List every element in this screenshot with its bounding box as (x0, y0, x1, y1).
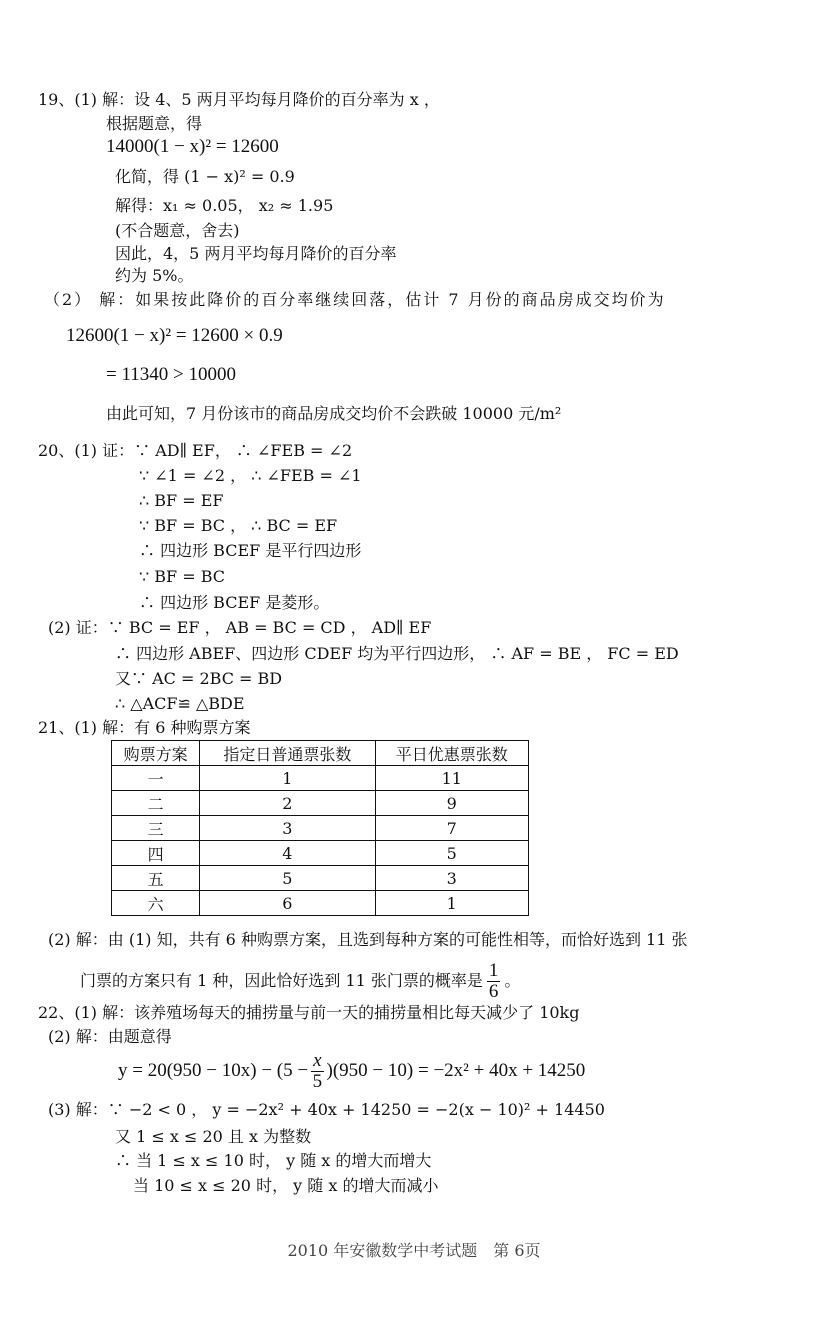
equation-right: )(950 − 10) = −2x² + 40x + 14250 (326, 1060, 586, 1081)
q19-part1-line: 19、(1) 解：设 4、5 两月平均每月降价的百分率为 x ， (38, 90, 440, 109)
table-cell: 3 (200, 816, 375, 841)
table-cell: 三 (112, 816, 200, 841)
q19-step: 化简，得 (1 − x)² = 0.9 (115, 167, 295, 186)
q20-part1-line: 20、(1) 证：∵ AD∥ EF， ∴ ∠FEB = ∠2 (38, 441, 353, 460)
q20-proof-step: ∴ 四边形 BCEF 是菱形。 (139, 593, 330, 612)
table-header: 指定日普通票张数 (200, 741, 375, 766)
fraction-numerator: 1 (488, 959, 499, 981)
q19-step: 根据题意，得 (106, 114, 203, 133)
q22-step: 又 1 ≤ x ≤ 20 且 x 为整数 (115, 1127, 312, 1146)
table-cell: 二 (112, 791, 200, 816)
fraction-denominator: 5 (312, 1070, 323, 1092)
table-cell: 四 (112, 841, 200, 866)
table-row (112, 866, 529, 891)
q21-probability-line (80, 960, 520, 1002)
probability-fraction (487, 961, 501, 1002)
q20-proof-step: ∵ BF = BC ， ∴ BC = EF (139, 516, 338, 535)
q20-proof-step: 又∵ AC = 2BC = BD (115, 669, 283, 688)
table-cell: 11 (375, 766, 529, 791)
table-cell: 5 (200, 866, 375, 891)
q19-equation: = 11340 > 10000 (106, 364, 236, 385)
q21-part1-line: 21、(1) 解：有 6 种购票方案 (38, 718, 251, 737)
q22-step: ∴ 当 1 ≤ x ≤ 10 时， y 随 x 的增大而增大 (115, 1151, 432, 1170)
fraction-numerator: x (313, 1049, 322, 1071)
table-cell: 1 (375, 891, 529, 916)
q20-proof-step: ∵ ∠1 = ∠2 ， ∴ ∠FEB = ∠1 (139, 466, 362, 485)
table-cell: 5 (375, 841, 529, 866)
q19-step: 解得：x₁ ≈ 0.05， x₂ ≈ 1.95 (115, 196, 334, 215)
q22-part2-line: (2) 解：由题意得 (48, 1027, 172, 1046)
table-cell: 4 (200, 841, 375, 866)
table-cell: 一 (112, 766, 200, 791)
fraction-denominator: 6 (488, 980, 499, 1002)
table-cell: 2 (200, 791, 375, 816)
q19-part2-line: （2） 解：如果按此降价的百分率继续回落，估计 7 月份的商品房成交均价为 (44, 290, 666, 309)
q20-proof-step: ∴ 四边形 ABEF、四边形 CDEF 均为平行四边形， ∴ AF = BE ， FC = ED (115, 644, 679, 663)
q22-function-equation (118, 1050, 585, 1092)
table-cell: 六 (112, 891, 200, 916)
ticket-plan-table (111, 740, 529, 916)
table-cell: 7 (375, 816, 529, 841)
q22-part1-line: 22、(1) 解：该养殖场每天的捕捞量与前一天的捕捞量相比每天减少了 10kg (38, 1003, 580, 1022)
q21-part2-line: (2) 解：由 (1) 知，共有 6 种购票方案，且选到每种方案的可能性相等，而恰好选到 11 张 (48, 930, 688, 949)
table-row (112, 891, 529, 916)
q19-equation: 12600(1 − x)² = 12600 × 0.9 (66, 325, 283, 346)
equation-fraction (311, 1051, 323, 1092)
table-cell: 3 (375, 866, 529, 891)
q19-equation: 14000(1 − x)² = 12600 (106, 136, 279, 157)
table-cell: 9 (375, 791, 529, 816)
table-cell: 6 (200, 891, 375, 916)
table-row (112, 816, 529, 841)
page-footer: 2010 年安徽数学中考试题 第 6页 (287, 1241, 541, 1260)
q20-proof-step: ∴ BF = EF (139, 491, 224, 510)
q22-step: 当 10 ≤ x ≤ 20 时， y 随 x 的增大而减小 (133, 1176, 439, 1195)
table-row (112, 841, 529, 866)
q21-probability-text: 门票的方案只有 1 种，因此恰好选到 11 张门票的概率是 (80, 971, 483, 990)
q20-proof-step: ∴ △ACF≌ △BDE (115, 694, 245, 713)
q22-part3-line: (3) 解：∵ −2 < 0 ， y = −2x² + 40x + 14250 = −2(x − 10)² + 14450 (48, 1100, 605, 1119)
q19-step: (不合题意，舍去) (115, 221, 240, 240)
table-cell: 五 (112, 866, 200, 891)
table-header-row (112, 741, 529, 766)
q21-end-mark: 。 (504, 971, 521, 990)
q20-proof-step: ∵ BF = BC (139, 567, 225, 586)
table-header: 平日优惠票张数 (375, 741, 529, 766)
q19-conclusion: 由此可知，7 月份该市的商品房成交均价不会跌破 10000 元/m² (106, 404, 562, 423)
table-row (112, 791, 529, 816)
equation-left: y = 20(950 − 10x) − (5 − (118, 1060, 309, 1081)
table-header: 购票方案 (112, 741, 200, 766)
q19-step: 因此，4，5 两月平均每月降价的百分率 (115, 244, 397, 263)
table-row (112, 766, 529, 791)
q20-proof-step: ∴ 四边形 BCEF 是平行四边形 (139, 541, 362, 560)
q19-step: 约为 5%。 (115, 266, 194, 285)
table-cell: 1 (200, 766, 375, 791)
q20-part2-line: (2) 证：∵ BC = EF ， AB = BC = CD ， AD∥ EF (48, 618, 432, 637)
